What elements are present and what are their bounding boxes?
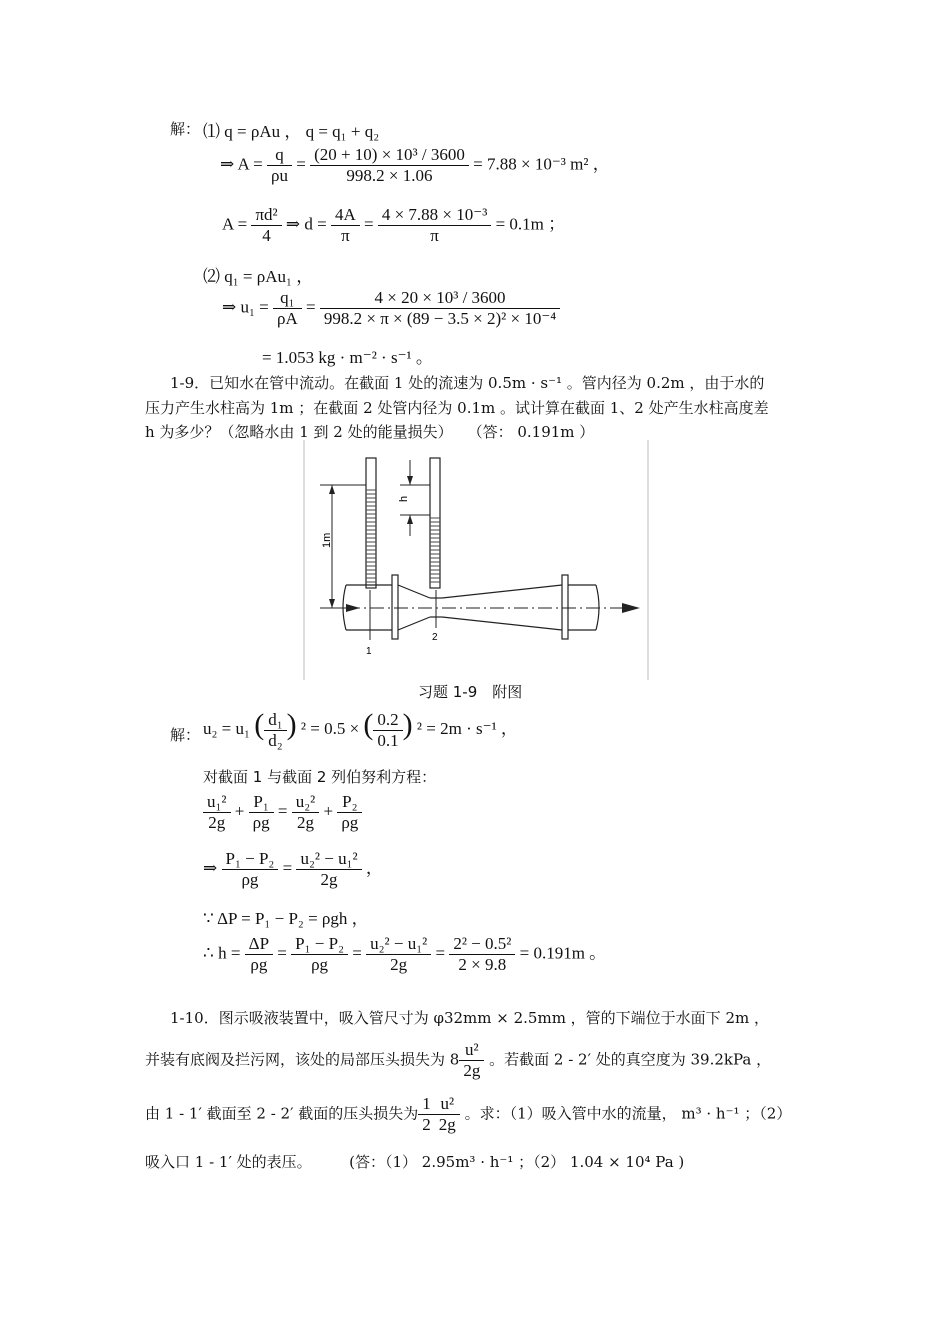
fraction-denominator: 2g	[438, 1115, 456, 1134]
fraction-numerator: 4 × 7.88 × 10⁻³	[378, 205, 492, 226]
equation-line	[222, 205, 565, 246]
equation-line	[203, 934, 606, 975]
fraction	[267, 145, 292, 186]
equation-line: ⇒ A = $\frac{q}{\rho u}$ = $\frac{\text{(20 + 10) × 10³ / 3600}}{998.2 \times 1.06}$ = 7.88 × 10⁻³ m² ，	[220, 145, 610, 185]
equation-text: +	[323, 801, 334, 821]
fraction-numerator: u₁²	[203, 792, 231, 813]
fraction	[249, 792, 274, 833]
fraction	[331, 205, 360, 246]
fraction-denominator: 4	[262, 226, 271, 245]
equation-line	[203, 849, 383, 890]
equation-text: =	[277, 801, 288, 821]
problem-text-part: 。求：（1）吸入管中水的流量， m³ · h⁻¹ ；（2）	[464, 1104, 792, 1123]
problem-text: 压力产生水柱高为 1m ；在截面 2 处管内径为 0.1m 。试计算在截面 1、2 处产生水柱高度差	[145, 399, 769, 417]
solution-label: 解：	[170, 120, 201, 138]
equation-text: A =	[222, 214, 248, 234]
fraction	[337, 792, 362, 833]
fraction-numerator: ΔP	[245, 934, 273, 955]
fraction	[273, 288, 302, 329]
equation-text: +	[234, 801, 245, 821]
solution-label: 解：	[170, 726, 201, 744]
problem-text: 吸入口 1 - 1′ 处的表压。 (答：（1） 2.95m³ · h⁻¹ ；（2） 1.04 × 10⁴ Pa )	[145, 1153, 685, 1171]
problem-text: h 为多少？（忽略水由 1 到 2 处的能量损失） （答： 0.191m ）	[145, 423, 595, 441]
fraction-numerator: q	[267, 145, 292, 166]
fraction-numerator: u₂² − u₁²	[366, 934, 431, 955]
fraction-denominator: π	[430, 226, 439, 245]
fraction-denominator: 2	[422, 1115, 431, 1134]
equation-line	[203, 792, 362, 833]
equation-line: ⑴ q = ρAu ， q = q₁ + q₂	[203, 122, 380, 141]
equation-text: =	[306, 297, 316, 317]
fraction-denominator: 998.2 × π × (89 − 3.5 × 2)² × 10⁻⁴	[323, 309, 557, 328]
equation-text: =	[364, 214, 374, 234]
fraction	[449, 934, 515, 975]
equation-text: ∴ h =	[203, 943, 241, 963]
problem-text-part: 并装有底阀及拦污网，该处的局部压头损失为 8	[145, 1050, 460, 1069]
fraction-denominator: 2g	[463, 1061, 481, 1080]
equation-text: =	[282, 858, 293, 878]
section-label-1: 1	[366, 646, 372, 657]
fraction-numerator: 1	[418, 1094, 435, 1115]
fraction-denominator: 2g	[390, 955, 408, 974]
fraction	[203, 792, 231, 833]
fraction	[264, 710, 286, 751]
equation-text: ⇒ A =	[220, 154, 263, 174]
fraction-denominator: d₂	[268, 730, 283, 750]
fraction	[222, 849, 279, 890]
fraction-numerator: πd²	[251, 205, 281, 226]
fraction-denominator: 2g	[208, 813, 226, 832]
fraction-denominator: 2 × 9.8	[458, 955, 507, 974]
fraction	[296, 849, 361, 890]
fraction-numerator: P₂	[337, 792, 362, 813]
fraction-numerator: 0.2	[373, 710, 402, 731]
equation-text: ⇒ u₁ =	[222, 297, 269, 317]
fraction-denominator: ρg	[252, 813, 270, 832]
equation-text: ² = 0.5 ×	[300, 719, 360, 738]
fraction	[435, 1094, 460, 1135]
equation-line: ⑵ q₁ = ρAu₁ ，	[203, 267, 314, 286]
equation-text: =	[435, 943, 446, 963]
fraction-denominator: 2g	[296, 813, 314, 832]
fraction	[459, 1040, 484, 1081]
fraction-numerator: u²	[459, 1040, 484, 1061]
fraction-numerator: q₁	[273, 288, 302, 309]
equation-line: ∵ ΔP = P₁ − P₂ = ρgh ，	[203, 909, 369, 928]
fraction-denominator: ρA	[277, 309, 298, 328]
equation-text: ，	[365, 858, 383, 878]
fraction	[378, 205, 492, 246]
equation-line: = 1.053 kg · m⁻² · s⁻¹ 。	[262, 348, 433, 367]
fraction-denominator: ρg	[341, 813, 359, 832]
fraction-numerator: u₂²	[292, 792, 320, 813]
fraction-denominator: ρg	[311, 955, 329, 974]
fraction-denominator: 0.1	[377, 730, 399, 750]
fraction	[251, 205, 281, 246]
equation-text: = 0.191m 。	[519, 943, 607, 963]
fraction-numerator: P₁ − P₂	[291, 934, 348, 955]
equation-text: ⇒	[203, 858, 218, 878]
dimension-label-h: h	[398, 495, 410, 502]
fraction-denominator: ρg	[250, 955, 268, 974]
fraction-numerator: (20 + 10) × 10³ / 3600	[310, 145, 469, 166]
fraction	[291, 934, 348, 975]
bernoulli-intro: 对截面 1 与截面 2 列伯努利方程：	[203, 768, 437, 786]
fraction-numerator: u²	[435, 1094, 460, 1115]
fraction	[310, 145, 469, 186]
fraction-denominator: ρg	[241, 870, 259, 889]
fraction	[292, 792, 320, 833]
equation-text: ⇒ d =	[285, 214, 327, 234]
fraction-denominator: 998.2 × 1.06	[346, 166, 433, 185]
problem-text	[145, 1040, 771, 1081]
fraction-numerator: 2² − 0.5²	[449, 934, 515, 955]
fraction-numerator: u₂² − u₁²	[296, 849, 361, 870]
figure-caption: 习题 1-9 附图	[418, 683, 523, 701]
equation-line	[222, 288, 560, 329]
equation-text: =	[277, 943, 287, 963]
fraction-denominator: 2g	[320, 870, 338, 889]
fraction-numerator: 4A	[331, 205, 360, 226]
equation-text: = 0.1m ；	[495, 214, 566, 234]
problem-text-part: 。若截面 2 - 2′ 处的真空度为 39.2kPa ，	[489, 1050, 772, 1069]
fraction	[366, 934, 431, 975]
equation-text: ² = 2m · s⁻¹ ，	[416, 719, 518, 738]
equation-text: =	[352, 943, 362, 963]
equation-line: u₂ = u₁ ( $\frac{\text{d₁}}{\text{d₂}}$ ) ² = 0.5 × ( $\frac{0.2}{0.1}$ ) ² = 2m · s⁻¹ ，	[203, 708, 518, 750]
fraction-denominator: ρu	[270, 166, 288, 185]
problem-text-part: 由 1 - 1′ 截面至 2 - 2′ 截面的压头损失为	[145, 1104, 419, 1123]
equation-text: = 7.88 × 10⁻³ m² ，	[473, 154, 610, 174]
section-label-2: 2	[432, 632, 438, 643]
problem-text: 1-9．已知水在管中流动。在截面 1 处的流速为 0.5m · s⁻¹ 。管内径为 0.2m ，由于水的	[170, 374, 765, 392]
fraction	[373, 710, 402, 751]
fraction	[320, 288, 560, 329]
problem-text: 1-10．图示吸液装置中，吸入管尺寸为 φ32mm × 2.5mm ，管的下端位于水面下 2m ，	[170, 1009, 769, 1027]
fraction-numerator: 4 × 20 × 10³ / 3600	[320, 288, 560, 309]
fraction-numerator: d₁	[264, 710, 286, 731]
problem-text	[145, 1094, 791, 1135]
fraction	[418, 1094, 435, 1135]
fraction-numerator: P₁ − P₂	[222, 849, 279, 870]
venturi-figure	[300, 440, 652, 680]
fraction-numerator: P₁	[249, 792, 274, 813]
equation-text: u₂ = u₁	[203, 719, 250, 738]
dimension-label-1m: 1m	[321, 532, 333, 548]
fraction-denominator: π	[341, 226, 350, 245]
fraction	[245, 934, 273, 975]
